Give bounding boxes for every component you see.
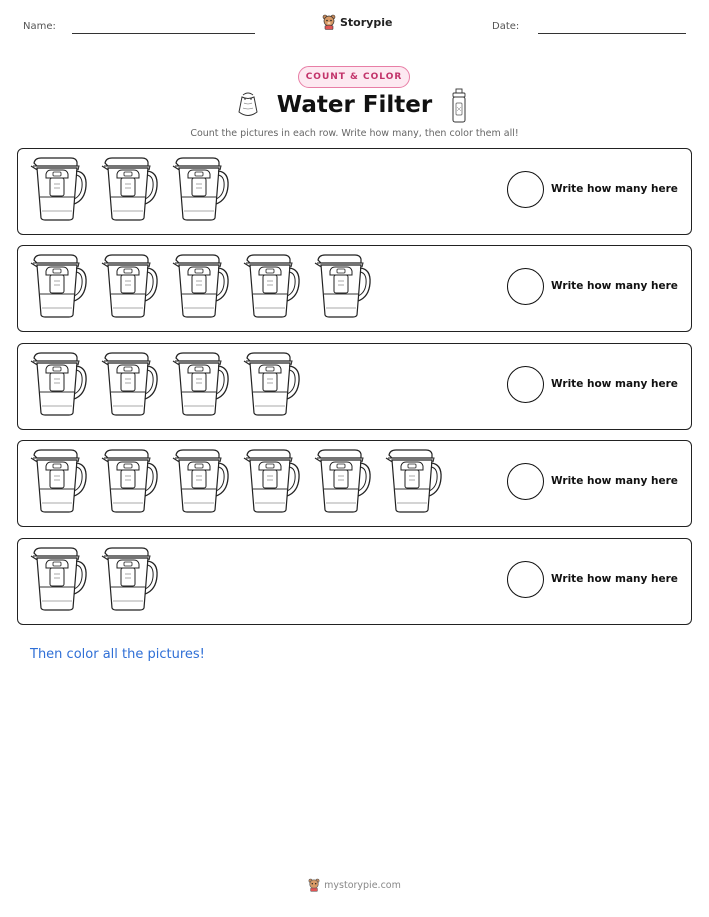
instructions: Count the pictures in each row. Write how many, then color them all! xyxy=(190,128,519,139)
activity-badge: COUNT & COLOR xyxy=(298,66,410,88)
color-instruction: Then color all the pictures! xyxy=(30,647,205,662)
name-label: Name: xyxy=(23,21,56,32)
answer-label: Write how many here xyxy=(551,573,678,585)
answer-label: Write how many here xyxy=(551,378,678,390)
water-filter-pitcher-icon xyxy=(100,351,160,417)
answer-circle[interactable] xyxy=(507,463,544,500)
water-filter-pitcher-icon xyxy=(29,351,89,417)
page-title: Water Filter xyxy=(276,92,433,118)
count-row-2 xyxy=(17,245,692,332)
answer-circle[interactable] xyxy=(507,366,544,403)
water-filter-pitcher-icon xyxy=(384,448,444,514)
water-filter-pitcher-icon xyxy=(171,156,231,222)
water-filter-pitcher-icon xyxy=(242,448,302,514)
filter-cartridge-icon xyxy=(451,88,467,124)
water-filter-pitcher-icon xyxy=(313,253,373,319)
answer-circle[interactable] xyxy=(507,171,544,208)
water-filter-pitcher-icon xyxy=(100,448,160,514)
count-row-1 xyxy=(17,148,692,235)
answer-label: Write how many here xyxy=(551,280,678,292)
answer-circle[interactable] xyxy=(507,561,544,598)
answer-label: Write how many here xyxy=(551,475,678,487)
water-filter-pitcher-icon xyxy=(100,546,160,612)
brand-logo xyxy=(322,14,392,30)
name-line[interactable] xyxy=(72,33,255,34)
answer-label: Write how many here xyxy=(551,183,678,195)
date-line[interactable] xyxy=(538,33,686,34)
bear-mascot-icon xyxy=(322,14,336,30)
count-row-3 xyxy=(17,343,692,430)
water-filter-pitcher-icon xyxy=(242,351,302,417)
water-filter-pitcher-icon xyxy=(171,351,231,417)
water-filter-pitcher-icon xyxy=(100,253,160,319)
water-filter-pitcher-icon xyxy=(29,156,89,222)
footer-brand xyxy=(0,878,709,892)
water-filter-pitcher-icon xyxy=(100,156,160,222)
title-area xyxy=(0,88,709,124)
water-filter-pitcher-icon xyxy=(29,546,89,612)
answer-circle[interactable] xyxy=(507,268,544,305)
water-filter-pitcher-icon xyxy=(171,448,231,514)
date-label: Date: xyxy=(492,21,520,32)
water-filter-pitcher-icon xyxy=(171,253,231,319)
bear-mascot-icon xyxy=(308,878,320,892)
water-filter-pitcher-icon xyxy=(313,448,373,514)
brand-name: Storypie xyxy=(340,15,393,29)
water-filter-pitcher-icon xyxy=(29,448,89,514)
water-filter-pitcher-icon xyxy=(242,253,302,319)
count-row-4 xyxy=(17,440,692,527)
footer-url: mystorypie.com xyxy=(324,879,401,891)
water-filter-pitcher-icon xyxy=(29,253,89,319)
count-row-5 xyxy=(17,538,692,625)
